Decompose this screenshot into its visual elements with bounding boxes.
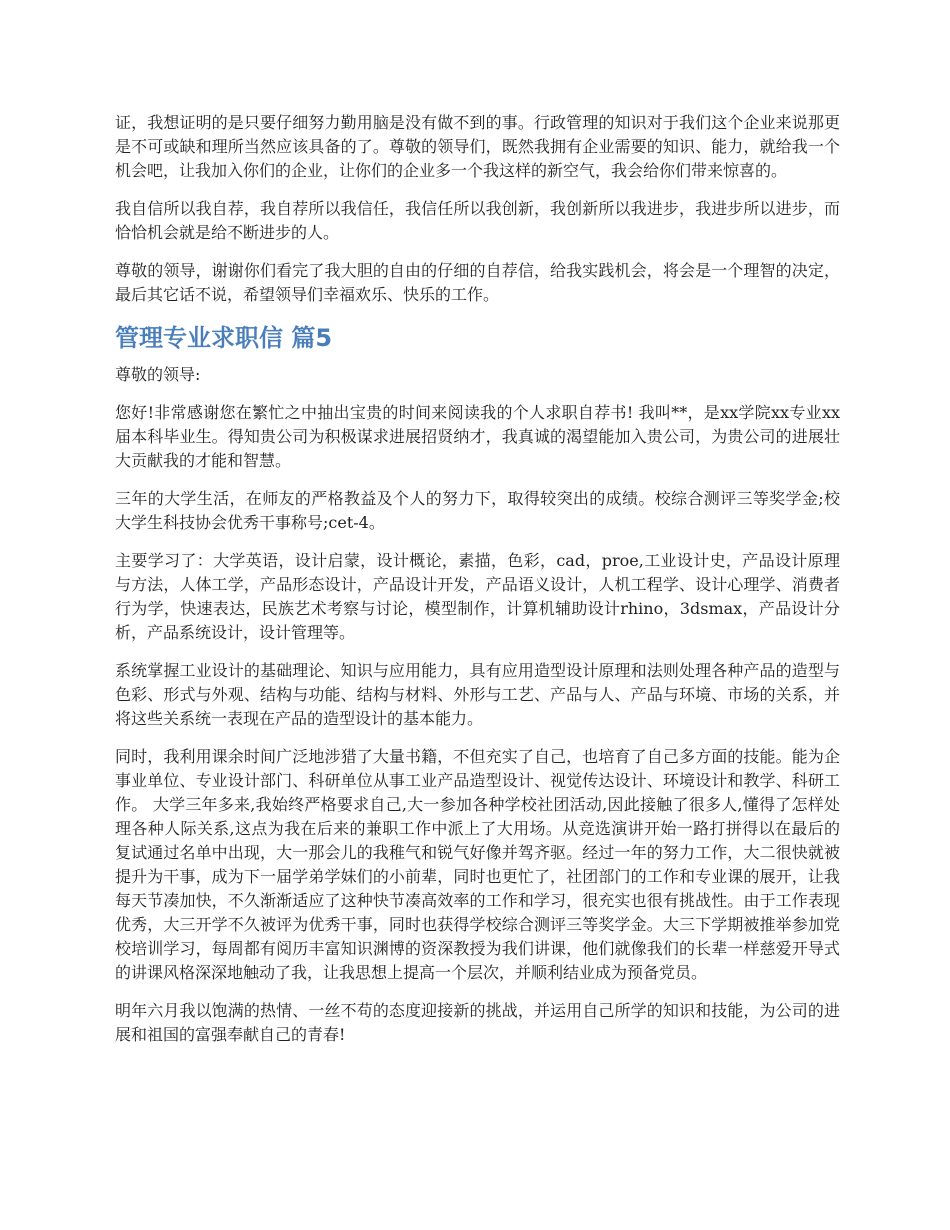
document-body bbox=[115, 111, 840, 1061]
paragraph-introduction: 您好!非常感谢您在繁忙之中抽出宝贵的时间来阅读我的个人求职自荐书! 我叫**，是xx学院xx专业xx届本科毕业生。得知贵公司为积极谋求进展招贤纳才，我真诚的渴望能加入贵公司，为贵公司的进展壮大贡献我的才能和智慧。 bbox=[115, 403, 840, 470]
paragraph-thanks: 尊敬的领导，谢谢你们看完了我大胆的自由的仔细的自荐信，给我实践机会，将会是一个理智的决定，最后其它话不说，希望领导们幸福欢乐、快乐的工作。 bbox=[115, 261, 840, 304]
paragraph-salutation: 尊敬的领导: bbox=[115, 365, 201, 384]
paragraph-self-confidence: 我自信所以我自荐，我自荐所以我信任，我信任所以我创新，我创新所以我进步，我进步所以进步，而恰恰机会就是给不断进步的人。 bbox=[115, 199, 840, 242]
paragraph-conclusion: 明年六月我以饱满的热情、一丝不苟的态度迎接新的挑战，并运用自己所学的知识和技能，为公司的进展和祖国的富强奉献自己的青春! bbox=[115, 1001, 840, 1044]
paragraph-abilities: 系统掌握工业设计的基础理论、知识与应用能力，具有应用造型设计原理和法则处理各种产品的造型与色彩、形式与外观、结构与功能、结构与材料、外形与工艺、产品与人、产品与环境、市场的关系，并将这些关系统一表现在产品的造型设计的基本能力。 bbox=[115, 661, 840, 728]
paragraph-courses: 主要学习了：大学英语，设计启蒙，设计概论，素描，色彩，cad，proe,工业设计史，产品设计原理与方法，人体工学，产品形态设计，产品设计开发，产品语义设计，人机工程学、设计心理学、消费者行为学，快速表达，民族艺术考察与讨论，模型制作，计算机辅助设计rhino，3dsmax，产品设计分析，产品系统设计，设计管理等。 bbox=[115, 551, 840, 642]
paragraph-closing-continuation: 证，我想证明的是只要仔细努力勤用脑是没有做不到的事。行政管理的知识对于我们这个企业来说那更是不可或缺和理所当然应该具备的了。尊敬的领导们，既然我拥有企业需要的知识、能力，就给我一个机会吧，让我加入你们的企业，让你们的企业多一个我这样的新空气，我会给你们带来惊喜的。 bbox=[115, 113, 840, 180]
paragraph-experience: 同时，我利用课余时间广泛地涉猎了大量书籍，不但充实了自己，也培育了自己多方面的技能。能为企事业单位、专业设计部门、科研单位从事工业产品造型设计、视觉传达设计、环境设计和教学、科研工作。 大学三年多来,我始终严格要求自己,大一参加各种学校社团活动,因此接触了很多人,懂得了怎样处理各种人际关系,这点为我在后来的兼职工作中派上了大用场。从竞选演讲开始一路打拼得以在最后的复试通过名单中出现，大一那会儿的我稚气和锐气好像并驾齐驱。经过一年的努力工作，大二很快就被提升为干事，成为下一届学弟学妹们的小前辈，同时也更忙了，社团部门的工作和专业课的展开，让我每天节凑加快，不久渐渐适应了这种快节凑高效率的工作和学习，很充实也很有挑战性。由于工作表现优秀，大三开学不久被评为优秀干事，同时也获得学校综合测评三等奖学金。大三下学期被推举参加党校培训学习，每周都有阅历丰富知识渊博的资深教授为我们讲课，他们就像我们的长辈一样慈爱开导式的讲课风格深深地触动了我，让我思想上提高一个层次，并顺利结业成为预备党员。 bbox=[115, 747, 840, 982]
section-heading: 管理专业求职信 篇5 bbox=[115, 324, 333, 352]
paragraph-achievements: 三年的大学生活，在师友的严格教益及个人的努力下，取得较突出的成绩。校综合测评三等奖学金;校大学生科技协会优秀干事称号;cet-4。 bbox=[115, 489, 840, 532]
